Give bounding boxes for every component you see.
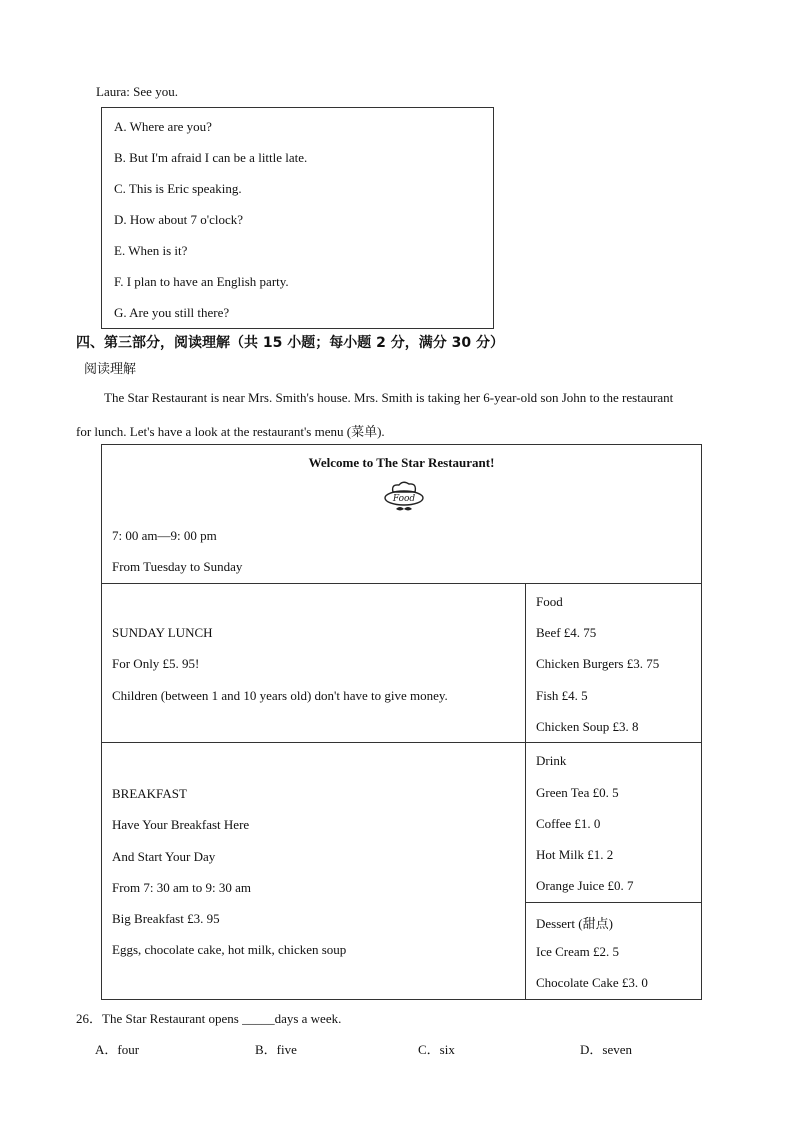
breakfast-line: Have Your Breakfast Here [112, 817, 250, 832]
option-g: G. Are you still there? [114, 305, 230, 320]
option-b: B. But I'm afraid I can be a little late. [114, 150, 308, 165]
sunday-lunch-cell [101, 583, 526, 743]
drink-header: Drink [536, 753, 567, 768]
menu-title: Welcome to The Star Restaurant! [308, 455, 495, 470]
dessert-item: Ice Cream £2. 5 [536, 944, 620, 959]
passage-line-1: The Star Restaurant is near Mrs. Smith's house. Mrs. Smith is taking her 6-year-old son John to the restaurant [104, 390, 674, 405]
dessert-header: Dessert (甜点) [536, 916, 613, 931]
drink-item: Orange Juice £0. 7 [536, 878, 634, 893]
food-cell [525, 583, 702, 743]
menu-days: From Tuesday to Sunday [112, 559, 243, 574]
choice-a[interactable]: A．four [95, 1042, 140, 1057]
food-logo-icon [383, 480, 425, 514]
section-heading: 四、第三部分，阅读理解（共 15 小题；每小题 2 分，满分 30 分） [76, 335, 504, 351]
option-f: F. I plan to have an English party. [114, 274, 289, 289]
breakfast-title: BREAKFAST [112, 786, 187, 801]
section-subheading: 阅读理解 [84, 362, 137, 377]
food-item: Chicken Soup £3. 8 [536, 719, 639, 734]
sunday-lunch-price: For Only £5. 95! [112, 656, 200, 671]
option-a: A. Where are you? [114, 119, 212, 134]
question-stem: 26．The Star Restaurant opens _____days a week. [76, 1011, 342, 1026]
choice-b[interactable]: B．five [255, 1042, 297, 1057]
menu-header-cell [101, 444, 702, 584]
breakfast-cell [101, 742, 526, 1000]
dialogue-line: Laura: See you. [96, 84, 178, 99]
menu-hours: 7: 00 am—9: 00 pm [112, 528, 217, 543]
option-d: D. How about 7 o'clock? [114, 212, 244, 227]
drink-item: Coffee £1. 0 [536, 816, 601, 831]
drink-item: Hot Milk £1. 2 [536, 847, 614, 862]
options-box [101, 107, 494, 329]
logo-text: Food [392, 494, 416, 504]
food-item: Fish £4. 5 [536, 688, 588, 703]
option-e: E. When is it? [114, 243, 188, 258]
choice-d[interactable]: D．seven [580, 1042, 632, 1057]
breakfast-line: And Start Your Day [112, 849, 216, 864]
breakfast-line: From 7: 30 am to 9: 30 am [112, 880, 252, 895]
drink-item: Green Tea £0. 5 [536, 785, 619, 800]
choice-c[interactable]: C．six [418, 1042, 455, 1057]
drink-cell [525, 742, 702, 903]
dessert-cell [525, 902, 702, 1000]
food-header: Food [536, 594, 563, 609]
food-item: Beef £4. 75 [536, 625, 597, 640]
option-c: C. This is Eric speaking. [114, 181, 242, 196]
dessert-item: Chocolate Cake £3. 0 [536, 975, 648, 990]
food-item: Chicken Burgers £3. 75 [536, 656, 660, 671]
sunday-lunch-note: Children (between 1 and 10 years old) don't have to give money. [112, 688, 448, 703]
passage-line-2: for lunch. Let's have a look at the restaurant's menu (菜单). [76, 424, 385, 439]
sunday-lunch-title: SUNDAY LUNCH [112, 625, 213, 640]
breakfast-line: Big Breakfast £3. 95 [112, 911, 220, 926]
breakfast-line: Eggs, chocolate cake, hot milk, chicken soup [112, 942, 347, 957]
